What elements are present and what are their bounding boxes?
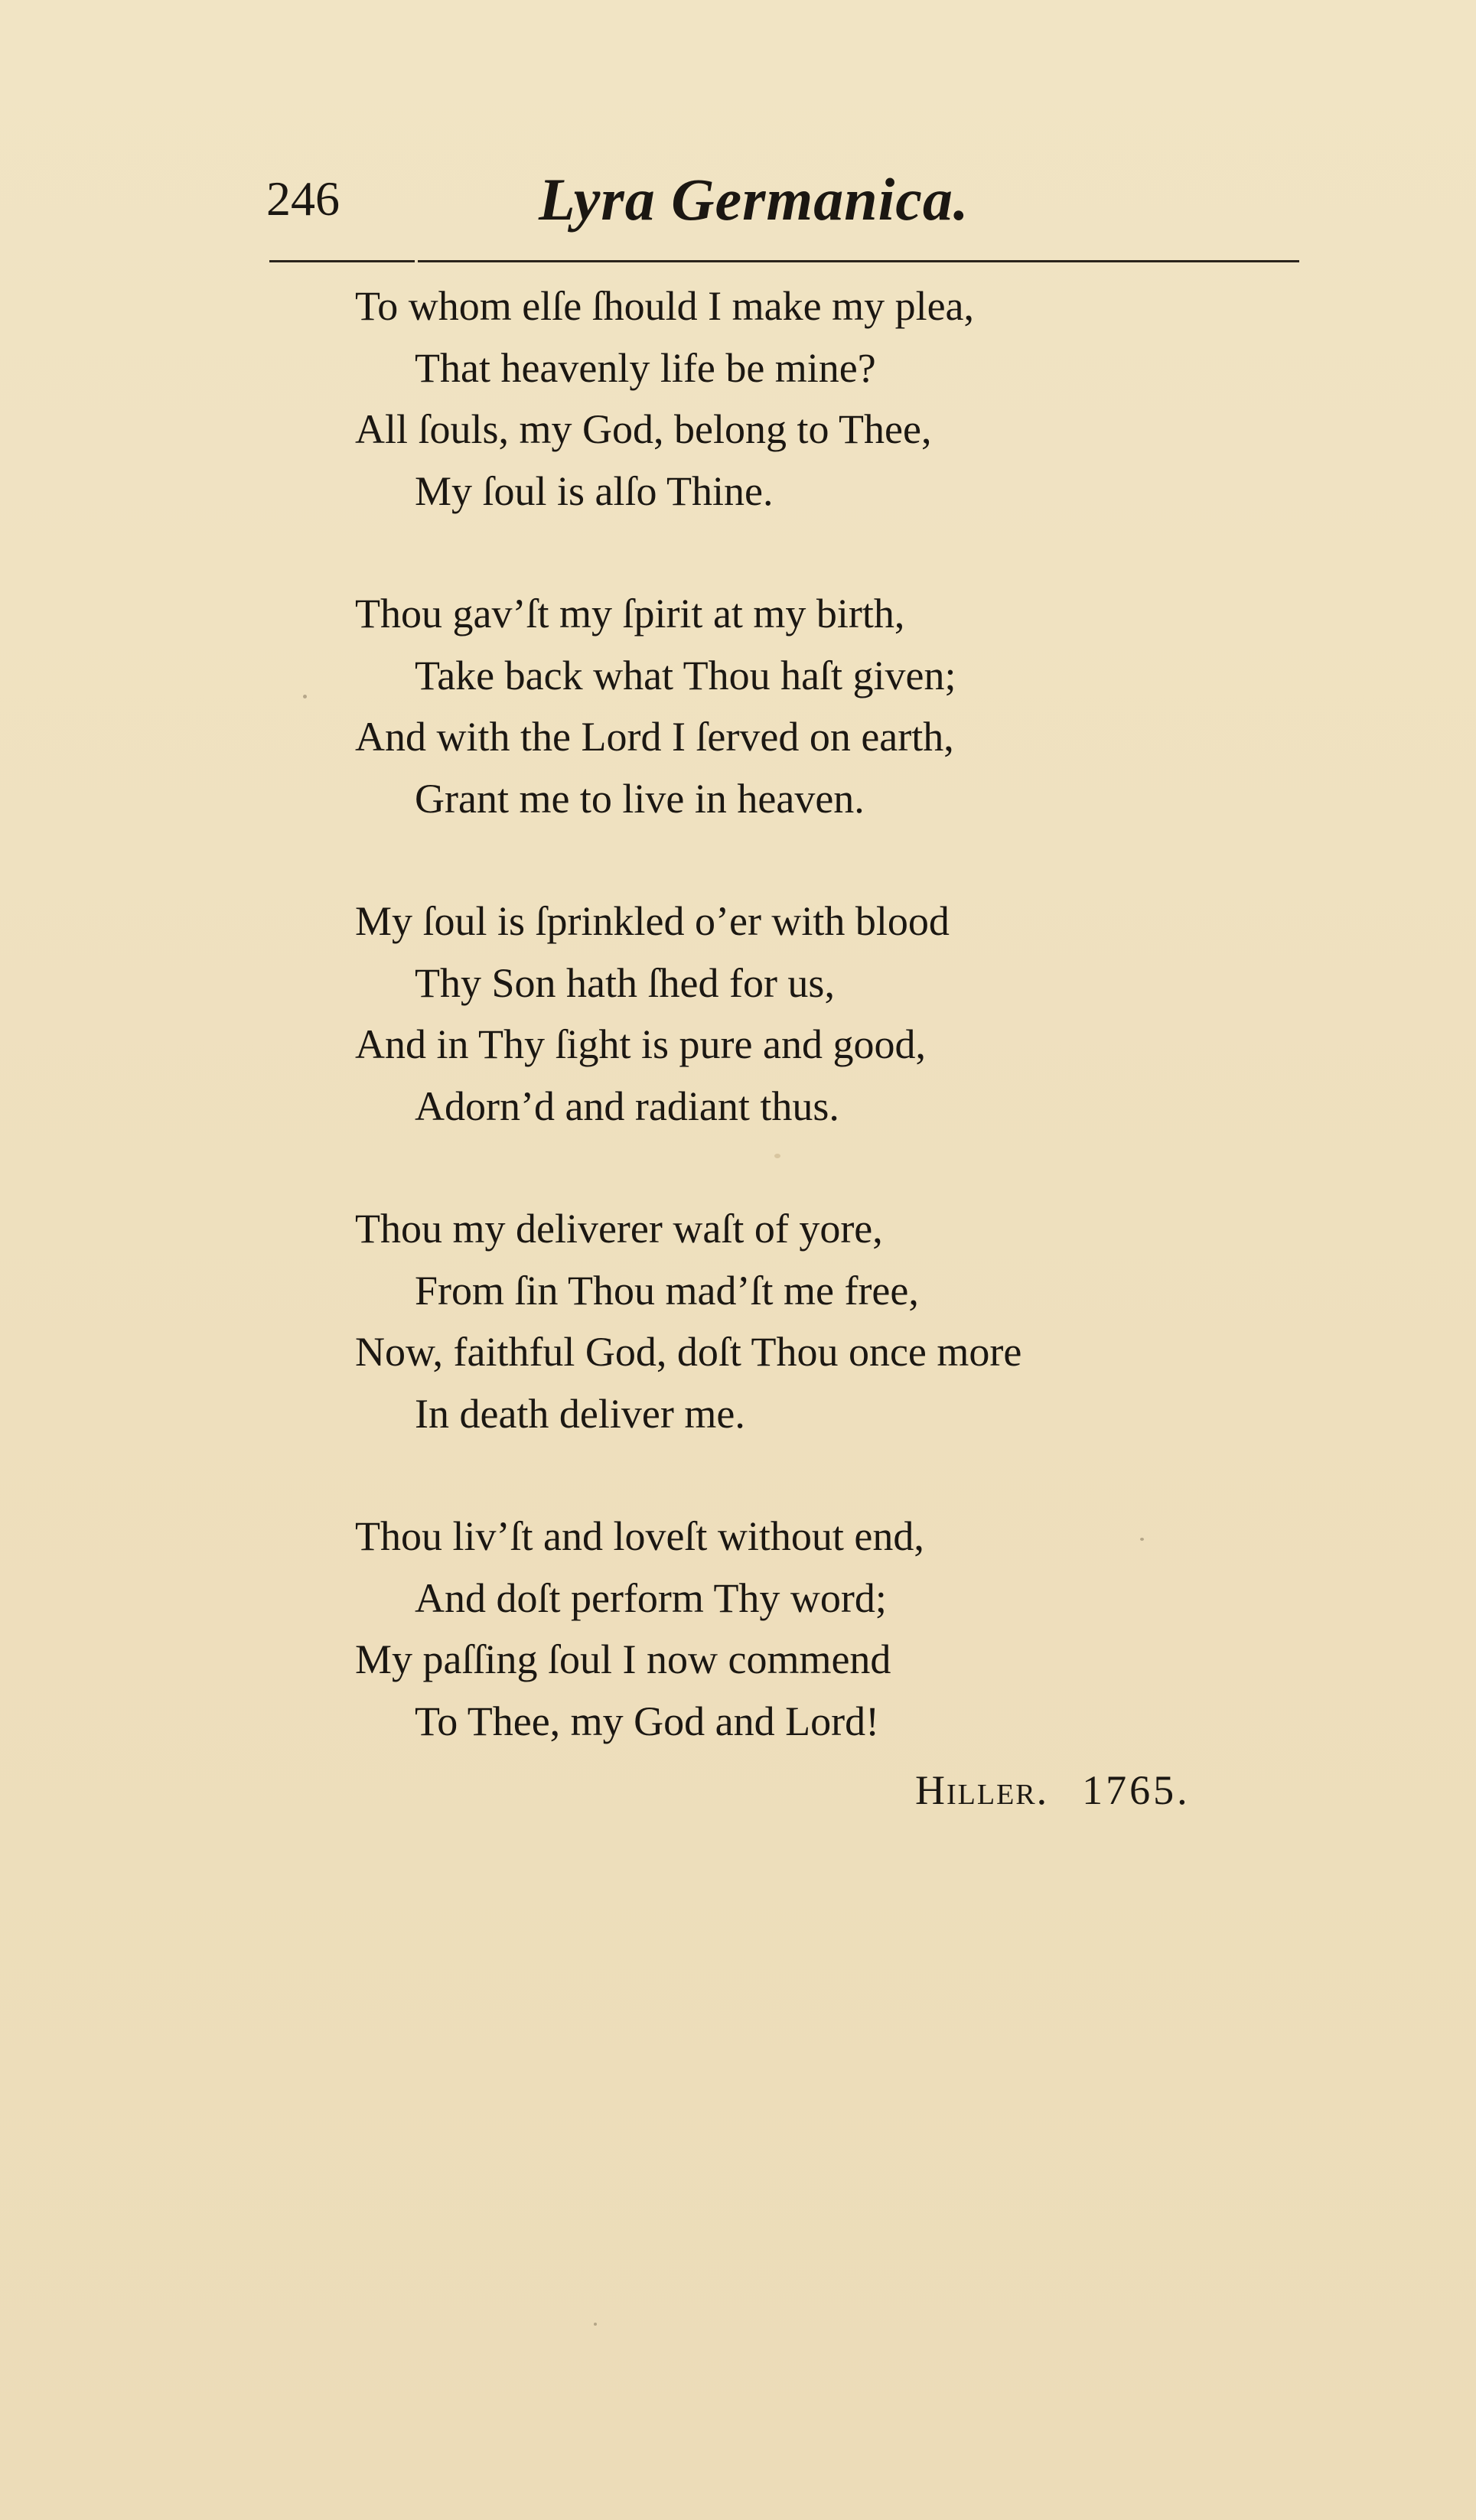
poem-line: And in Thy ſight is pure and good,: [355, 1021, 926, 1067]
poem-line: And with the Lord I ſerved on earth,: [355, 714, 954, 760]
paper-speck: [774, 1154, 780, 1158]
stanza: [355, 1198, 1273, 1444]
poem-line: My paſſing ſoul I now commend: [355, 1636, 891, 1682]
page-number: 246: [266, 171, 340, 226]
poem-line: Thy Son hath ſhed for us,: [415, 959, 835, 1006]
poem-line: In death deliver me.: [415, 1390, 745, 1437]
publication-year: 1765.: [1082, 1767, 1191, 1813]
poem-line: To Thee, my God and Lord!: [415, 1698, 880, 1744]
poem-line: And doſt perform Thy word;: [415, 1574, 887, 1621]
poem-line: My ſoul is ſprinkled o’er with blood: [355, 898, 950, 944]
poem-line: My ſoul is alſo Thine.: [415, 467, 774, 514]
poem-line: Thou my deliverer waſt of yore,: [355, 1206, 883, 1252]
poem-line: Now, faithful God, doſt Thou once more: [355, 1329, 1022, 1375]
poem-line: That heavenly life be mine?: [415, 344, 876, 391]
poem-line: Thou gav’ſt my ſpirit at my birth,: [355, 591, 905, 637]
poem-line: Take back what Thou haſt given;: [415, 652, 956, 698]
stanza: [355, 890, 1273, 1137]
poem-line: Thou liv’ſt and loveſt without end,: [355, 1513, 924, 1559]
poem-line: Grant me to live in heaven.: [415, 775, 865, 822]
poem-line: All ſouls, my God, belong to Thee,: [355, 406, 932, 452]
running-title: Lyra Germanica.: [539, 166, 969, 233]
poem: [355, 275, 1273, 1752]
paper-speck: [303, 695, 307, 698]
header-rule-left: [269, 260, 415, 262]
stanza: [355, 583, 1273, 829]
paper-speck: [1140, 1538, 1144, 1541]
paper-speck: [594, 2323, 597, 2326]
stanza: [355, 275, 1273, 522]
stanza: [355, 1506, 1273, 1752]
attribution: [915, 1760, 1191, 1821]
author-name: Hiller.: [915, 1767, 1049, 1813]
poem-line: From ſin Thou mad’ſt me free,: [415, 1267, 919, 1314]
header-rule-right: [418, 260, 1299, 262]
poem-line: To whom elſe ſhould I make my plea,: [355, 283, 975, 329]
poem-line: Adorn’d and radiant thus.: [415, 1083, 839, 1129]
